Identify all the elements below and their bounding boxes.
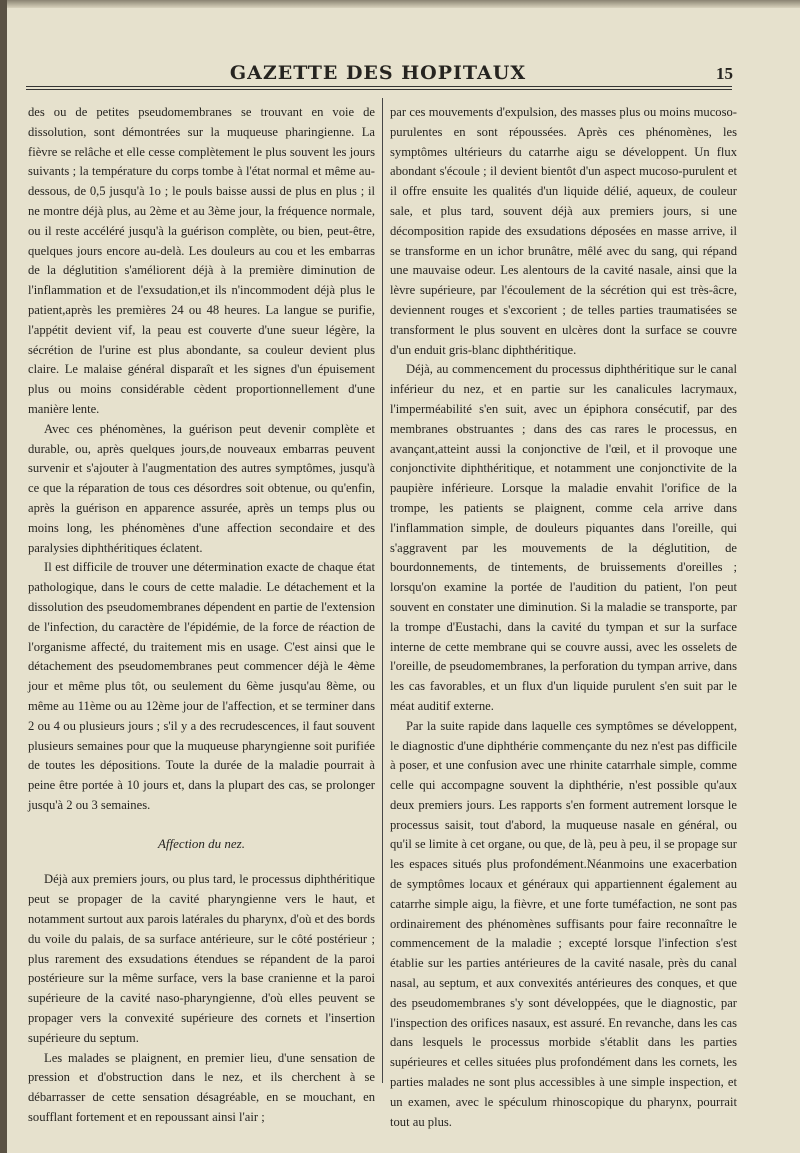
right-column [390,103,737,1129]
page-top-edge [0,0,800,8]
page-number: 15 [716,64,733,83]
paragraph: Déjà, au commencement du processus diphthéritique sur le canal inférieur du nez, et en partie sur les canalicules lacrymaux, l'imperméabilité s'en suit, avec un épiphora consécutif, par des membranes obstruantes ; dans des cas rares le processus, en avançant,atteint aussi la conjonctive de l'œil, et il provoque une conjonctivite diphthéritique, et notamment une conjonctivite de la paupière inférieure. Lorsque la maladie envahit l'orifice de la trompe, les patients se plaignent, comme cela arrive dans l'inflammation simple, de douleurs piquantes dans l'oreille, qui s'aggravent par les mouvements de la déglutition, de bourdonnements, de tintements, de bruissements d'oreilles ; lorsqu'on examine la portée de l'audition du patient, l'on peut souvent en constater une diminution. Si la maladie se transporte, par la trompe d'Eustachi, dans la cavité du tympan et sur la surface interne de cette membrane qui se couvre aussi, avec les osselets de l'oreille, de pseudomembranes, la perforation du tympan arrive, dans les cas favorables, et un flux d'un liquide purulent s'en suit par le méat auditif externe. [390,362,737,713]
section-heading: Affection du nez. [157,835,245,851]
paragraph: Les malades se plaignent, en premier lieu, d'une sensation de pression et d'obstruction dans le nez, et ils cherchent à se débarrasser de cette sensation désagréable, en se mouchant, en soufflant fortement et en repoussant ainsi l'air ; [28,1050,375,1125]
header-rule-double [26,89,732,90]
left-column [28,103,375,1125]
paragraph: par ces mouvements d'expulsion, des masses plus ou moins mucoso-purulentes en sont répoussées. Après ces phénomènes, les symptômes ultérieurs du catarrhe aigu se développent. Un flux abondant s'écoule ; il devient bientôt d'un aspect mucoso-purulent et il offre ensuite les qualités d'un liquide délié, aqueux, de couleur sale, et plus tard, souvent déjà aux premiers jours, si une décomposition rapide des exsudations déposées en masse arrive, il se transforme en un ichor brunâtre, mêlé avec du sang, qui répand une mauvaise odeur. Les alentours de la cavité nasale, ainsi que la lèvre supérieure, par l'écoulement de la sécrétion qui est très-âcre, deviennent rouges et s'excorient ; de telles parties traumatisées se transforment le plus souvent en ulcères dont la surface se couvre d'un enduit gris-blanc diphthéritique. [390,105,737,357]
paragraph: Il est difficile de trouver une détermination exacte de chaque état pathologique, dans le cours de cette maladie. Le détachement et la dissolution des pseudomembranes dépendent en partie de l'extension de l'infection, du caractère de l'épidémie, de la force de réaction de l'organisme affecté, du traitement mis en usage. C'est ainsi que le détachement des pseudomembranes peut commencer déjà le 4ème jour et même plus tôt, ou seulement du 6ème jusqu'au 8ème, ou même au 11ème ou au 12ème jour de l'affection, et se terminer dans 2 ou 4 ou plusieurs jours ; s'il y a des recrudescences, il faut souvent plusieurs semaines pour que la muqueuse pharyngienne soit purifiée de toutes les dépositions. Toute la durée de la maladie pourrait à peine être portée à 10 jours et, dans la plupart des cas, se prolonger jusqu'à 2 ou 3 semaines. [28,560,375,812]
paragraph: Déjà aux premiers jours, ou plus tard, le processus diphthéritique peut se propager de la cavité pharyngienne vers le haut, et notamment surtout aux parois latérales du pharynx, d'où et des bords du voile du palais, de sa surface antérieure, sur le côté postérieur ; plus rarement des exsudations étendues se répandent de la paroi postérieure sur la même surface, vers la base cranienne et la paroi supérieure de la cavité naso-pharyngienne, d'où elles peuvent se propager vers la convexité supérieure des cornets et l'insertion supérieure du septum. [28,872,375,1045]
newspaper-title: GAZETTE DES HOPITAUX [229,62,527,84]
header-rule [26,86,732,87]
binding-edge [0,0,7,1153]
paragraph: des ou de petites pseudomembranes se trouvant en voie de dissolution, sont démontrées sur la muqueuse pharingienne. La fièvre se relâche et elle cesse complètement le plus souvent les jours suivants ; la température du corps tombe à l'état normal et même au-dessous, de 0,5 jusqu'à 1o ; le pouls baisse aussi de plus en plus ; il ne montre déjà plus, au 2ème et au 3ème jour, la fréquence normale, ou il reste accéléré jusqu'à la guérison complète, ou bien, peut-être, quelques jours encore au-delà. Les douleurs au cou et les embarras de la déglutition s'améliorent déjà à la première diminution de l'inflammation et de l'exsudation,et ils n'incommodent déjà plus le patient,après les premières 24 ou 48 heures. La langue se purifie, l'appétit devient vif, la peau est couverte d'une sueur légère, la sécrétion de l'urine est plus abondante, sa couleur devient plus claire. Le malaise général disparaît et les signes d'un épuisement plus ou moins considérable cèdent proportionnellement d'une manière lente. [28,105,375,416]
paragraph: Avec ces phénomènes, la guérison peut devenir complète et durable, ou, après quelques jours,de nouveaux embarras peuvent survenir et s'ajouter à l'augmentation des autres symptômes, jusqu'à ce que la réparation de tous ces désordres soit obtenue, ou qu'enfin, après la guérison en apparence assurée, après un temps plus ou moins long, les phénomènes d'une affection secondaire et des paralysies diphthéritiques éclatent. [28,421,375,555]
column-divider [382,98,383,1083]
page-header [25,62,731,86]
paragraph: Par la suite rapide dans laquelle ces symptômes se développent, le diagnostic d'une diphthérie commençante du nez n'est pas difficile à poser, et une confusion avec une rhinite catarrhale simple, comme celle qui accompagne souvent la diphthérie, n'est possible qu'aux deux premiers jours. Les rapports s'en forment autrement lorsque le processus saisit, tout d'abord, la muqueuse nasale en général, ou qu'il se limite à cet organe, ou que, de là, peu à peu, il se propage sur les espaces situés plus profondément.Néanmoins une exacerbation de symptômes locaux et généraux qui appartiennent également au catarrhe simple aigu, la fièvre, et une forte tuméfaction, ne sont pas ordinairement des phénomènes suffisants pour faire reconnaître le commencement de la maladie ; excepté lorsque l'infection s'est établie sur les parties antérieures de la cavité nasale, près du canal nasal, au septum, et aux convexités antérieures des conques, et que des pseudomembranes s'y sont développées, que le diagnostic, par l'inspection des orifices nasaux, est assuré. En revanche, dans les cas dans lesquels le processus morbide s'établit dans les parties supérieures et celles situées plus profondément dans les cornets, les parties malades ne sont plus accessibles à une simple inspection, et un examen, avec le spéculum rhinoscopique du pharynx, pourrait tout au plus. [390,718,737,1129]
